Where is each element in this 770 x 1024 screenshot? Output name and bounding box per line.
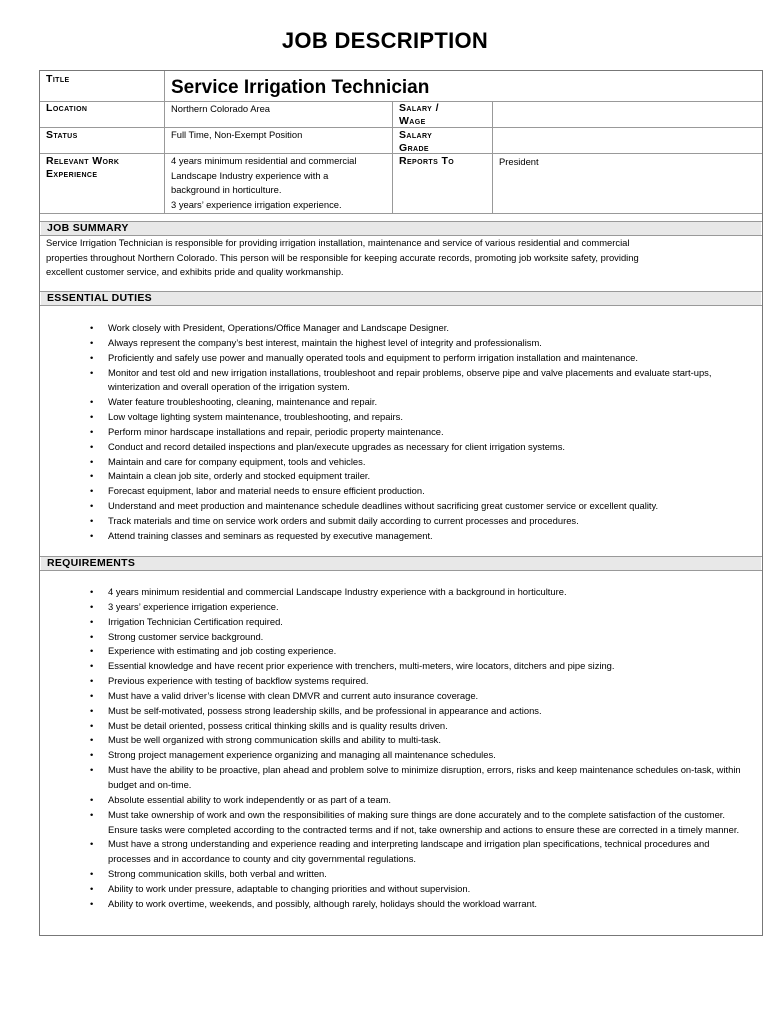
list-item: • Proficiently and safely use power and manually operated tools and equipment to perform irrigation installation and maintenance. xyxy=(90,351,750,366)
salary-label-line: Wage xyxy=(399,115,426,127)
list-item: • Always represent the company’s best interest, maintain the highest level of integrity and professionalism. xyxy=(90,336,750,351)
salary-grade-label-line: Salary xyxy=(399,129,433,141)
job-summary-text xyxy=(46,236,730,280)
list-item: • Perform minor hardscape installations and repair, periodic property maintenance. xyxy=(90,425,750,440)
list-item: • Maintain and care for company equipment, tools and vehicles. xyxy=(90,455,750,470)
reports-to-label: Reports To xyxy=(399,155,455,167)
list-item: • 4 years minimum residential and commercial Landscape Industry experience with a background in horticulture. xyxy=(90,585,750,600)
experience-line: Landscape Industry experience with a xyxy=(171,169,329,181)
salary-grade-label-line: Grade xyxy=(399,142,430,154)
list-item: • Monitor and test old and new irrigation installations, troubleshoot and repair problems, observe pipe and valve placements and evaluate start-ups, winterization and overall operation of the irrigation system. xyxy=(90,366,750,396)
title-label: Title xyxy=(46,73,70,85)
list-item: • Strong customer service background. xyxy=(90,630,750,645)
summary-line: excellent customer service, and exhibits pride and quality workmanship. xyxy=(46,266,344,278)
divider xyxy=(164,71,165,213)
list-item: • Forecast equipment, labor and material needs to ensure efficient production. xyxy=(90,484,750,499)
list-item: • Low voltage lighting system maintenance, troubleshooting, and repairs. xyxy=(90,410,750,425)
divider xyxy=(40,213,762,214)
list-item: • Maintain a clean job site, orderly and stocked equipment trailer. xyxy=(90,469,750,484)
experience-value xyxy=(171,154,356,212)
list-item: • Experience with estimating and job costing experience. xyxy=(90,644,750,659)
list-item: • Understand and meet production and maintenance schedule deadlines without sacrificing great customer service or excellent quality. xyxy=(90,499,750,514)
list-item: • Previous experience with testing of backflow systems required. xyxy=(90,674,750,689)
list-item: • Strong communication skills, both verbal and written. xyxy=(90,867,750,882)
essential-duties-list xyxy=(90,321,750,544)
list-item: • Irrigation Technician Certification required. xyxy=(90,615,750,630)
list-item: • 3 years’ experience irrigation experience. xyxy=(90,600,750,615)
experience-label xyxy=(46,155,119,181)
list-item: • Ability to work under pressure, adaptable to changing priorities and without supervision. xyxy=(90,882,750,897)
summary-line: properties throughout Northern Colorado. This person will be responsible for keeping accurate records, promoting job worksite safety, providing xyxy=(46,251,639,263)
job-description-form xyxy=(39,70,763,936)
location-value: Northern Colorado Area xyxy=(171,103,271,114)
list-item: • Must be well organized with strong communication skills and ability to multi-task. xyxy=(90,733,750,748)
experience-line: 3 years’ experience irrigation experience. xyxy=(171,198,342,210)
divider xyxy=(40,305,762,306)
list-item: • Strong project management experience organizing and managing all maintenance schedules. xyxy=(90,748,750,763)
list-item: • Work closely with President, Operations/Office Manager and Landscape Designer. xyxy=(90,321,750,336)
document-heading: JOB DESCRIPTION xyxy=(281,28,489,53)
list-item: • Must have a strong understanding and experience reading and interpreting landscape and irrigation plan specifications, technical procedures and processes and in accordance to county and city governmental regulations. xyxy=(90,837,750,867)
requirements-list xyxy=(90,585,750,912)
experience-label-line: Relevant Work xyxy=(46,155,120,167)
salary-label-line: Salary / xyxy=(399,102,439,114)
divider xyxy=(392,101,393,213)
requirements-header: REQUIREMENTS xyxy=(41,557,761,570)
location-label: Location xyxy=(46,102,88,114)
reports-to-value: President xyxy=(499,156,539,167)
list-item: • Must take ownership of work and own the responsibilities of making sure things are done accurately and to the complete satisfaction of the customer. Ensure tasks were completed according to the contracted terms and if not, take ownership and actions to ensure these are corrected in a timely manner. xyxy=(90,808,750,838)
list-item: • Attend training classes and seminars as requested by executive management. xyxy=(90,529,750,544)
job-title-value: Service Irrigation Technician xyxy=(171,77,430,98)
list-item: • Absolute essential ability to work independently or as part of a team. xyxy=(90,793,750,808)
list-item: • Water feature troubleshooting, cleaning, maintenance and repair. xyxy=(90,395,750,410)
salary-grade-label xyxy=(399,129,432,155)
job-summary-header: JOB SUMMARY xyxy=(41,222,761,235)
list-item: • Must have a valid driver’s license with clean DMVR and current auto insurance coverage. xyxy=(90,689,750,704)
status-value: Full Time, Non-Exempt Position xyxy=(171,129,303,140)
experience-label-line: Experience xyxy=(46,168,98,180)
list-item: • Must have the ability to be proactive, plan ahead and problem solve to minimize disruption, errors, risks and keep maintenance schedules on-task, within budget and on-time. xyxy=(90,763,750,793)
list-item: • Track materials and time on service work orders and submit daily according to current processes and procedures. xyxy=(90,514,750,529)
list-item: • Ability to work overtime, weekends, and possibly, although rarely, holidays should the workload warrant. xyxy=(90,897,750,912)
experience-line: 4 years minimum residential and commercial xyxy=(171,155,357,166)
list-item: • Essential knowledge and have recent prior experience with trenchers, multi-meters, wire locators, ditchers and pipe sizing. xyxy=(90,659,750,674)
salary-label xyxy=(399,102,439,128)
status-label: Status xyxy=(46,129,78,141)
summary-line: Service Irrigation Technician is responsible for providing irrigation installation, maintenance and service of various residential and commercial xyxy=(46,237,630,248)
list-item: • Conduct and record detailed inspections and plan/execute upgrades as necessary for client irrigation systems. xyxy=(90,440,750,455)
divider xyxy=(40,570,762,571)
experience-line: background in horticulture. xyxy=(171,184,282,195)
divider xyxy=(492,101,493,213)
list-item: • Must be detail oriented, possess critical thinking skills and is quality results driven. xyxy=(90,719,750,734)
list-item: • Must be self-motivated, possess strong leadership skills, and be professional in appearance and actions. xyxy=(90,704,750,719)
essential-duties-header: ESSENTIAL DUTIES xyxy=(41,292,761,305)
